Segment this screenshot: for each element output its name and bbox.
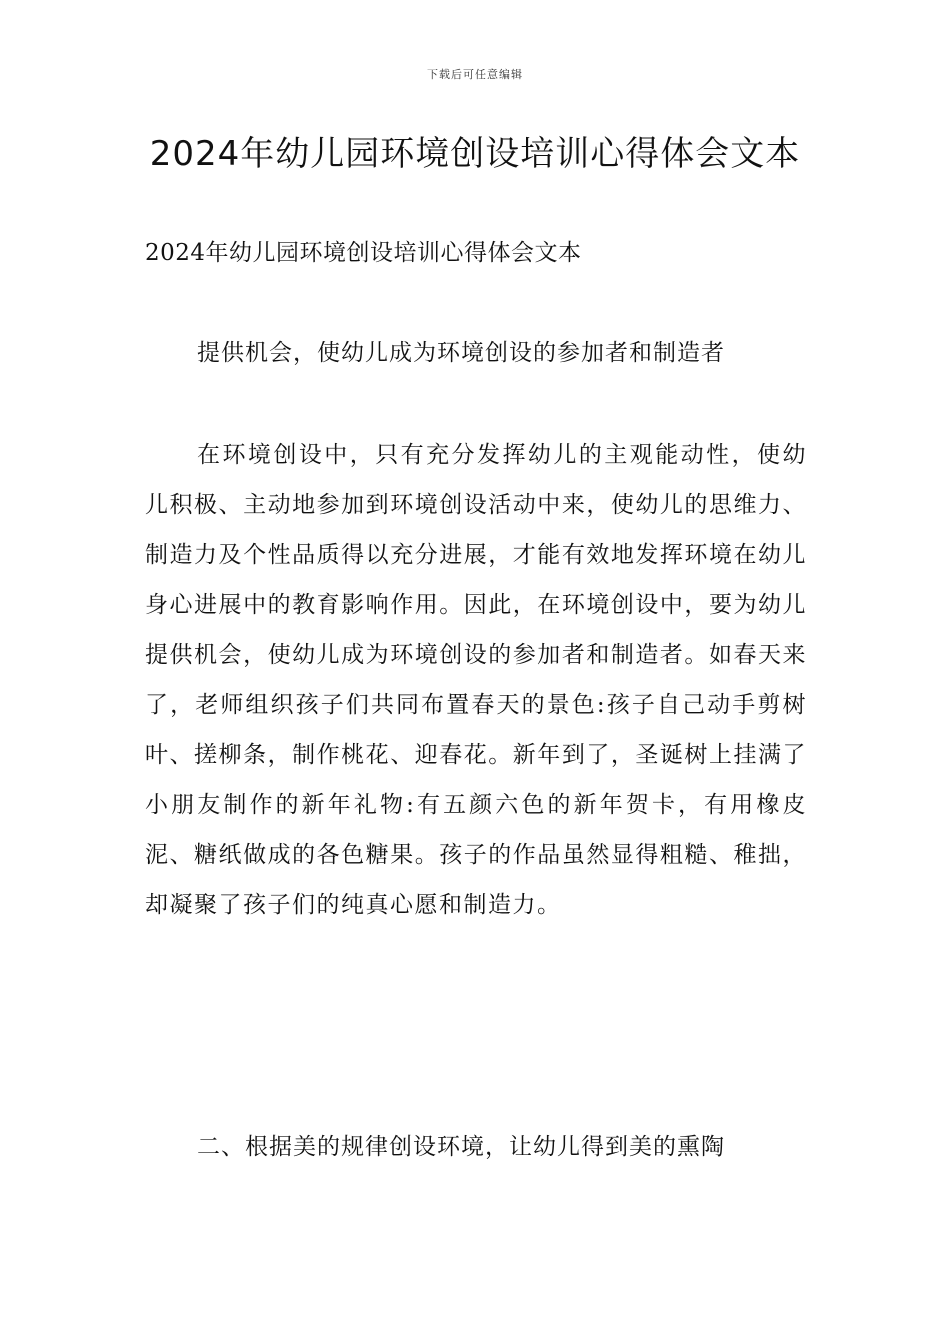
section-heading-2: 二、根据美的规律创设环境，让幼儿得到美的熏陶 bbox=[197, 1134, 725, 1160]
document-title: 2024年幼儿园环境创设培训心得体会文本 bbox=[149, 134, 801, 174]
section-heading-1: 提供机会，使幼儿成为环境创设的参加者和制造者 bbox=[197, 340, 725, 366]
section-1-body: 在环境创设中，只有充分发挥幼儿的主观能动性，使幼儿积极、主动地参加到环境创设活动中来，使幼儿的思维力、制造力及个性品质得以充分进展，才能有效地发挥环境在幼儿身心进展中的教育影响作用。因此，在环境创设中，要为幼儿提供机会，使幼儿成为环境创设的参加者和制造者。如春天来了，老师组织孩子们共同布置春天的景色:孩子自己动手剪树叶、搓柳条，制作桃花、迎春花。新年到了，圣诞树上挂满了小朋友制作的新年礼物:有五颜六色的新年贺卡，有用橡皮泥、糖纸做成的各色糖果。孩子的作品虽然显得粗糙、稚拙，却凝聚了孩子们的纯真心愿和制造力。 bbox=[145, 442, 807, 918]
header-note: 下载后可任意编辑 bbox=[427, 68, 523, 81]
document-subtitle: 2024年幼儿园环境创设培训心得体会文本 bbox=[145, 240, 582, 266]
